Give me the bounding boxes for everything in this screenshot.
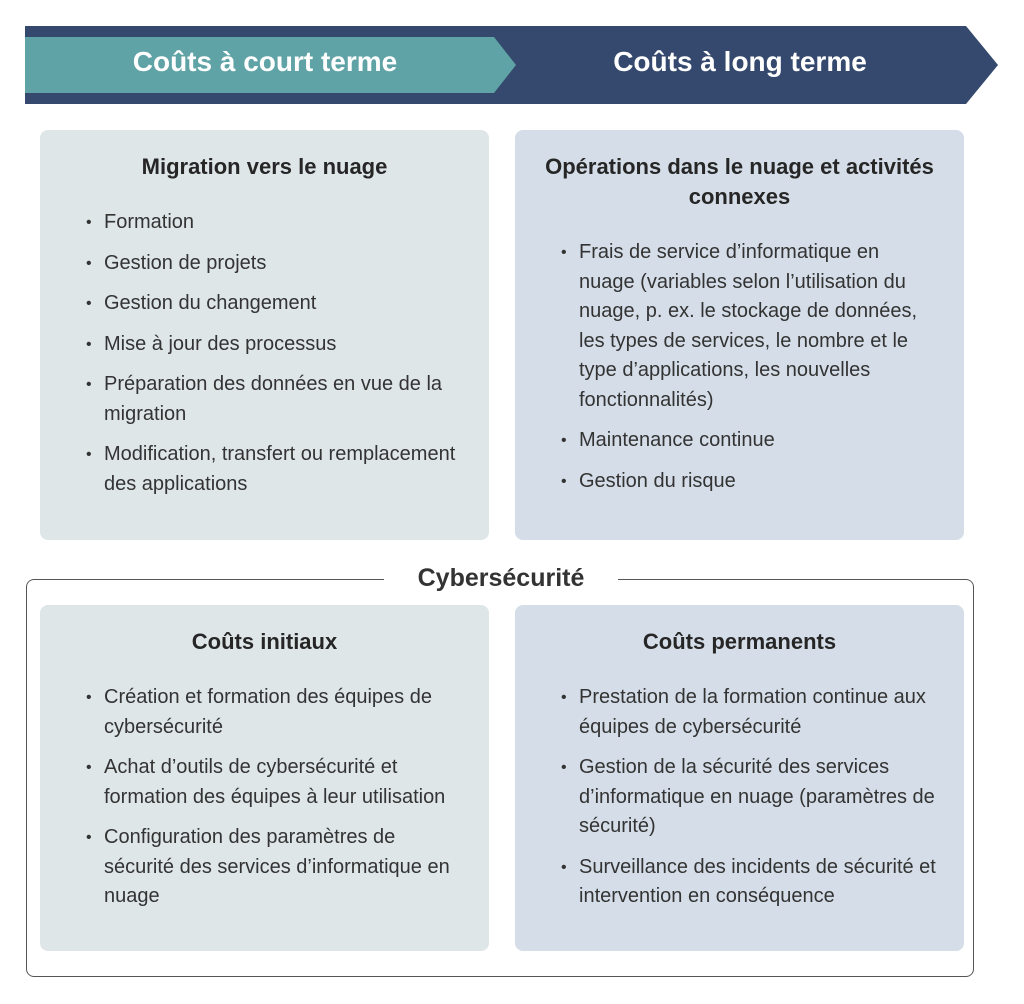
permanent-costs-title: Coûts permanents	[642, 629, 837, 654]
initial-costs-box	[40, 605, 489, 951]
long-term-label: Coûts à long terme	[613, 46, 867, 77]
list-item: • Formation	[86, 208, 463, 238]
migration-box	[40, 130, 489, 540]
list-item: • Maintenance continue	[561, 426, 938, 456]
list-item: • Prestation de la formation continue aux équipes de cybersécurité	[561, 683, 938, 742]
operations-list	[561, 238, 938, 496]
cost-timeline-banner	[0, 0, 1024, 120]
list-item: • Achat d’outils de cybersécurité et formation des équipes à leur utilisation	[86, 753, 463, 812]
operations-box	[515, 130, 964, 540]
migration-title: Migration vers le nuage	[141, 154, 388, 179]
initial-costs-title: Coûts initiaux	[191, 629, 338, 654]
list-item: • Frais de service d’informatique en nuage (variables selon l’utilisation du nuage, p. ex. le stockage de données, les types de services, le nombre et le type d’applications, les nouvelles fonctionnalités)	[561, 238, 938, 415]
list-item: • Gestion du changement	[86, 289, 463, 319]
migration-list	[86, 208, 463, 499]
list-item: • Modification, transfert ou remplacement des applications	[86, 440, 463, 499]
short-term-label: Coûts à court terme	[132, 46, 398, 77]
list-item: • Gestion de la sécurité des services d’informatique en nuage (paramètres de sécurité)	[561, 753, 938, 842]
list-item: • Configuration des paramètres de sécurité des services d’informatique en nuage	[86, 823, 463, 912]
list-item: • Préparation des données en vue de la migration	[86, 370, 463, 429]
permanent-costs-box	[515, 605, 964, 951]
list-item: • Mise à jour des processus	[86, 330, 463, 360]
operations-title: Opérations dans le nuage et activités connexes	[545, 154, 934, 209]
list-item: • Création et formation des équipes de cybersécurité	[86, 683, 463, 742]
permanent-costs-list	[561, 683, 938, 912]
cybersecurity-title: Cybersécurité	[384, 562, 618, 594]
list-item: • Gestion de projets	[86, 249, 463, 279]
list-item: • Surveillance des incidents de sécurité et intervention en conséquence	[561, 853, 938, 912]
initial-costs-list	[86, 683, 463, 912]
list-item: • Gestion du risque	[561, 467, 938, 497]
